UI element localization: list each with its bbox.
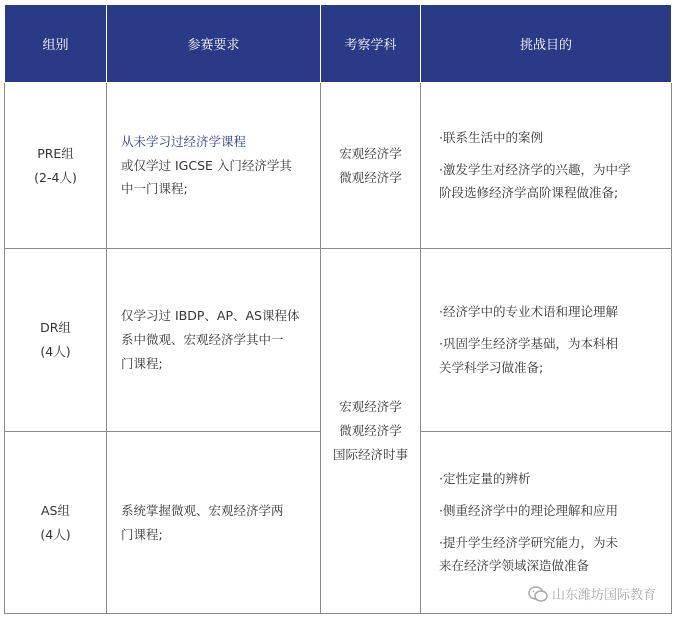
goal-line: ·提升学生经济学研究能力，为未	[439, 534, 618, 550]
subject-item: 国际经济时事	[332, 446, 408, 462]
group-size: (4人)	[40, 526, 71, 542]
goal-item	[439, 499, 661, 523]
subject-item: 宏观经济学	[339, 399, 402, 415]
requirements-cell	[107, 432, 321, 614]
goals-cell	[421, 83, 672, 249]
goal-item	[439, 332, 661, 380]
header-group: 组别	[5, 5, 107, 83]
watermark-text: 山东潍坊国际教育	[551, 588, 656, 603]
requirement-line: 中一门课程;	[121, 181, 188, 197]
goals-cell	[421, 249, 672, 432]
group-name: AS组	[41, 502, 70, 518]
requirement-line: 门课程;	[121, 355, 163, 371]
group-size: (2-4人)	[34, 169, 77, 185]
requirement-line: 系统掌握微观、宏观经济学两	[121, 502, 284, 518]
requirements-cell	[107, 83, 321, 249]
wechat-icon	[528, 586, 548, 602]
goal-line: ·激发学生对经济学的兴趣，为中学	[439, 161, 631, 177]
subjects-cell	[321, 83, 421, 249]
goal-line: 阶段选修经济学高阶课程做准备;	[439, 185, 619, 201]
subjects-cell	[321, 249, 421, 614]
subject-item: 微观经济学	[339, 423, 402, 439]
requirement-line: 门课程;	[121, 526, 163, 542]
goal-item	[439, 531, 661, 579]
goal-line: 关学科学习做准备;	[439, 359, 544, 375]
watermark	[528, 584, 656, 603]
header-subjects: 考察学科	[321, 5, 421, 83]
group-size: (4人)	[40, 344, 71, 359]
header-requirements: 参赛要求	[107, 5, 321, 83]
requirement-line: 或仅学过 IGCSE 入门经济学其	[121, 157, 292, 173]
goal-line: ·联系生活中的案例	[439, 129, 543, 145]
group-cell	[5, 249, 107, 432]
requirement-line: 从未学习过经济学课程	[121, 133, 247, 149]
goal-line: ·侧重经济学中的理论理解和应用	[439, 502, 618, 518]
goal-line: 来在经济学领域深造做准备	[439, 558, 590, 574]
table-row	[5, 83, 672, 249]
goal-line: ·定性定量的辨析	[439, 471, 531, 486]
goal-item	[439, 300, 661, 324]
goal-item	[439, 158, 661, 206]
group-name: DR组	[40, 320, 71, 336]
goal-line: ·巩固学生经济学基础，为本科相	[439, 336, 618, 352]
competition-groups-table	[4, 4, 672, 614]
goal-item	[439, 126, 661, 150]
subject-item: 微观经济学	[339, 169, 402, 185]
subject-item: 宏观经济学	[339, 145, 402, 161]
group-cell	[5, 83, 107, 249]
header-row	[5, 5, 672, 83]
header-goals: 挑战目的	[421, 5, 672, 83]
requirement-line: 仅学习过 IBDP、AP、AS课程体	[121, 308, 300, 324]
goal-item	[439, 467, 661, 491]
goal-line: ·经济学中的专业术语和理论理解	[439, 304, 618, 320]
requirement-line: 系中微观、宏观经济学其中一	[121, 332, 284, 348]
group-name: PRE组	[37, 145, 74, 161]
table-row	[5, 249, 672, 432]
group-cell	[5, 432, 107, 614]
requirements-cell	[107, 249, 321, 432]
